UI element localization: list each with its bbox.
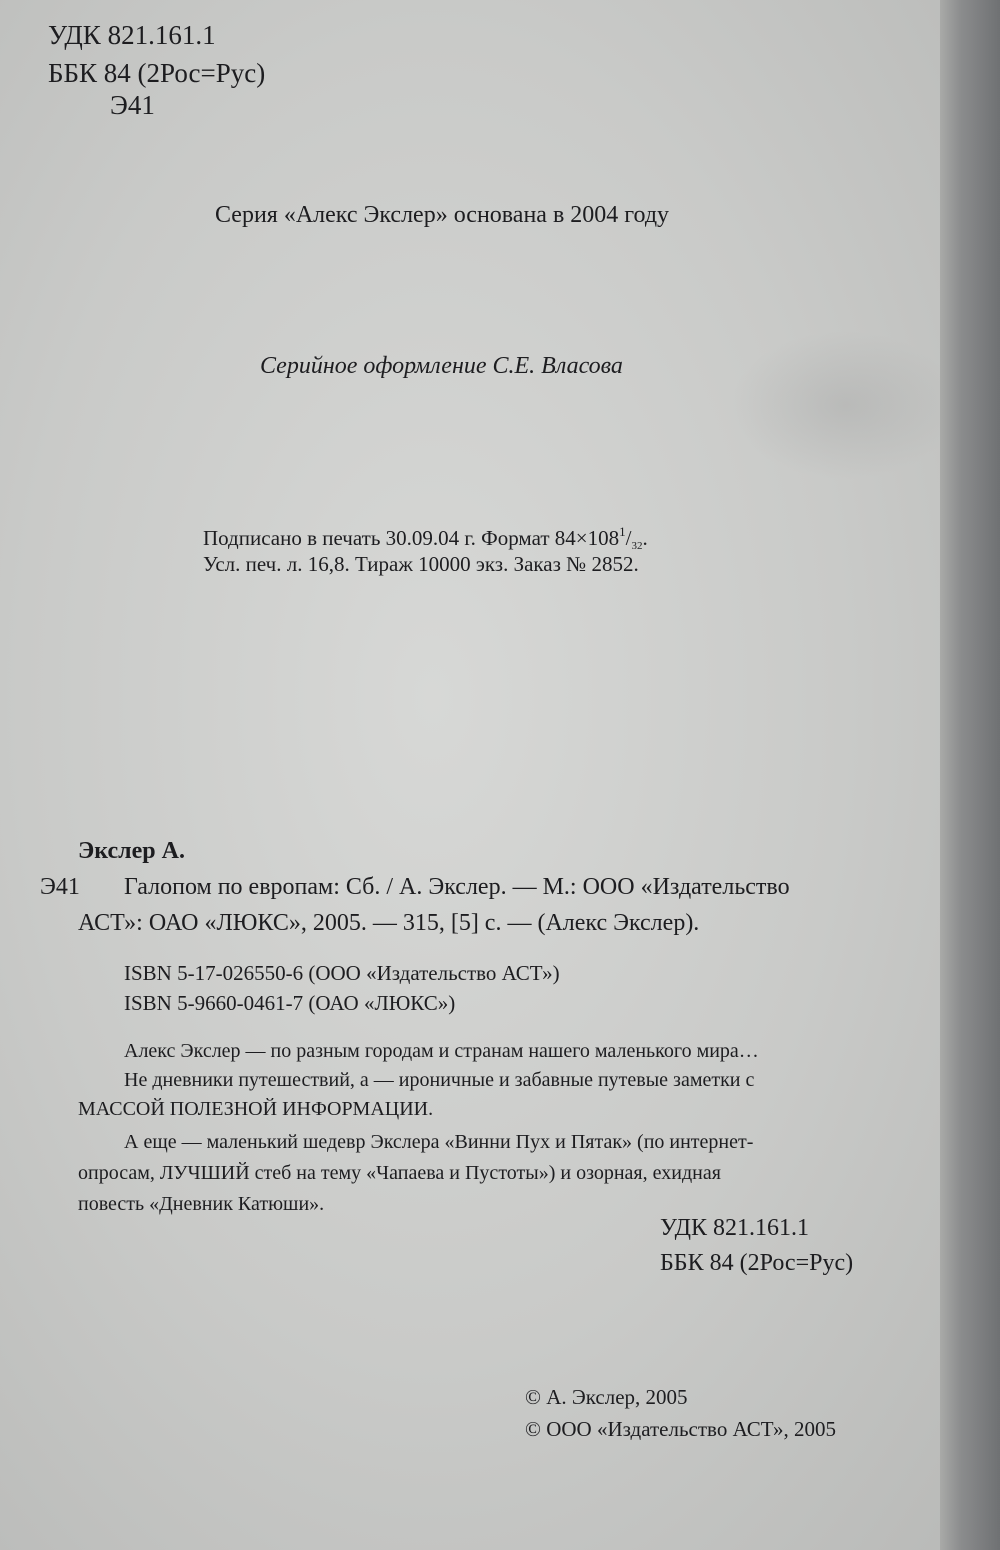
catalog-description-line-1: Галопом по европам: Сб. / А. Экслер. — М.: ООО «Издательство [124, 874, 790, 900]
annotation-line-3: МАССОЙ ПОЛЕЗНОЙ ИНФОРМАЦИИ. [78, 1098, 434, 1120]
annotation-line-5: опросам, ЛУЧШИЙ стеб на тему «Чапаева и Пустоты») и озорная, ехидная [78, 1162, 721, 1184]
series-line: Серия «Алекс Экслер» основана в 2004 году [215, 202, 670, 228]
top-bbk: ББК 84 (2Рос=Рус) [48, 58, 266, 88]
annotation-line-2: Не дневники путешествий, а — ироничные и забавные путевые заметки с [124, 1069, 755, 1091]
catalog-author-heading: Экслер А. [78, 838, 185, 864]
imprint-line-1-end: . [642, 526, 648, 550]
format-fraction-separator: / [625, 526, 632, 550]
imprint-line-1-text: Подписано в печать 30.09.04 г. Формат 84×108 [203, 526, 620, 550]
annotation-line-6: повесть «Дневник Катюши». [78, 1193, 325, 1215]
imprint-line-2: Усл. печ. л. 16,8. Тираж 10000 экз. Заказ № 2852. [203, 552, 639, 576]
copyright-author: © А. Экслер, 2005 [525, 1385, 688, 1409]
imprint-line-1 [203, 524, 648, 552]
format-fraction-denominator: 32 [631, 540, 643, 552]
top-udk: УДК 821.161.1 [48, 20, 216, 50]
design-credit: Серийное оформление С.Е. Власова [260, 353, 623, 379]
format-fraction-numerator: 1 [619, 524, 626, 539]
page-edge-shadow [940, 0, 1000, 1550]
top-author-mark: Э41 [110, 90, 155, 120]
annotation-line-4: А еще — маленький шедевр Экслера «Винни Пух и Пятак» (по интернет- [124, 1131, 754, 1153]
bottom-udk: УДК 821.161.1 [660, 1215, 809, 1241]
isbn-1: ISBN 5-17-026550-6 (ООО «Издательство АСТ») [124, 961, 560, 985]
catalog-author-mark: Э41 [40, 874, 80, 900]
catalog-description-line-2: АСТ»: ОАО «ЛЮКС», 2005. — 315, [5] с. — (Алекс Экслер). [78, 910, 700, 936]
annotation-line-1: Алекс Экслер — по разным городам и странам нашего маленького мира… [124, 1040, 759, 1062]
bottom-bbk: ББК 84 (2Рос=Рус) [660, 1250, 854, 1276]
copyright-publisher: © ООО «Издательство АСТ», 2005 [525, 1417, 836, 1441]
show-through-shadow [730, 330, 960, 480]
isbn-2: ISBN 5-9660-0461-7 (ОАО «ЛЮКС») [124, 991, 456, 1015]
